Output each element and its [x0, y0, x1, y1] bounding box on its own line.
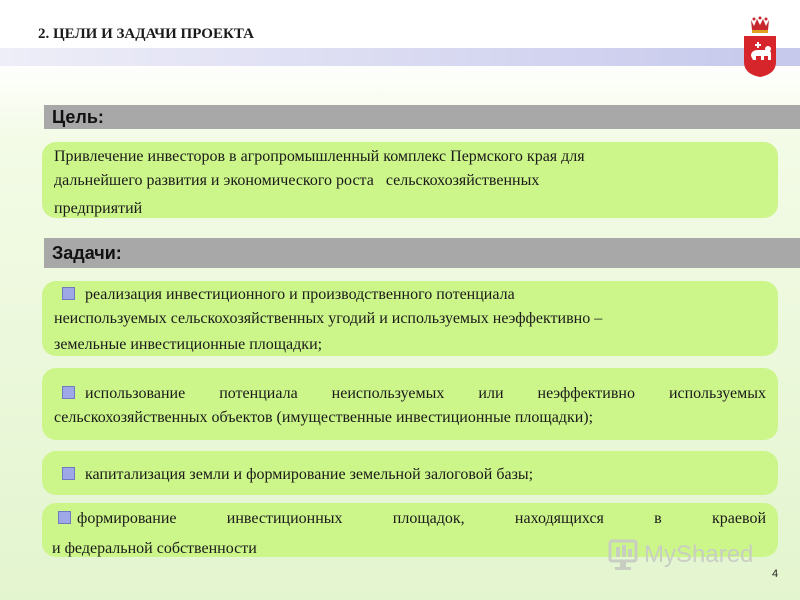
task-text-line: земельные инвестиционные площадки;	[54, 336, 323, 353]
task-text-line: неиспользуемых сельскохозяйственных угодий и используемых неэффективно –	[54, 310, 603, 327]
tasks-heading: Задачи:	[44, 238, 800, 268]
goal-text-line: предприятий	[54, 200, 143, 217]
task-text-line: реализация инвестиционного и производственного потенциала	[54, 283, 766, 307]
task-item	[42, 368, 778, 440]
goal-heading: Цель:	[44, 105, 800, 129]
goal-text-line: дальнейшего развития и экономического роста сельскохозяйственных	[54, 172, 540, 189]
task-text-line: капитализация земли и формирование земельной залоговой базы;	[54, 464, 766, 486]
watermark-text: MyShared	[644, 541, 754, 568]
square-bullet-icon	[62, 386, 75, 399]
square-bullet-icon	[62, 467, 75, 480]
task-text-line: сельскохозяйственных объектов (имущественные инвестиционные площадки);	[54, 409, 594, 426]
perm-krai-coat-of-arms-icon	[742, 16, 778, 78]
goal-box	[42, 142, 778, 218]
slide-title: 2. ЦЕЛИ И ЗАДАЧИ ПРОЕКТА	[38, 26, 254, 42]
square-bullet-icon	[58, 511, 71, 524]
task-text-line: формирование инвестиционных площадок, находящихся в краевой	[58, 507, 766, 531]
page-number: 4	[772, 568, 779, 580]
task-item	[42, 451, 778, 495]
task-text-line: и федеральной собственности	[52, 540, 257, 557]
title-underline-bar	[0, 48, 800, 66]
task-item	[42, 281, 778, 356]
goal-text-line: Привлечение инвесторов в агропромышленный комплекс Пермского края для	[54, 148, 585, 165]
myshared-logo-icon	[608, 539, 638, 571]
task-text-line: использование потенциала неиспользуемых или неэффективно используемых	[54, 382, 766, 406]
square-bullet-icon	[62, 287, 75, 300]
watermark	[608, 538, 753, 572]
